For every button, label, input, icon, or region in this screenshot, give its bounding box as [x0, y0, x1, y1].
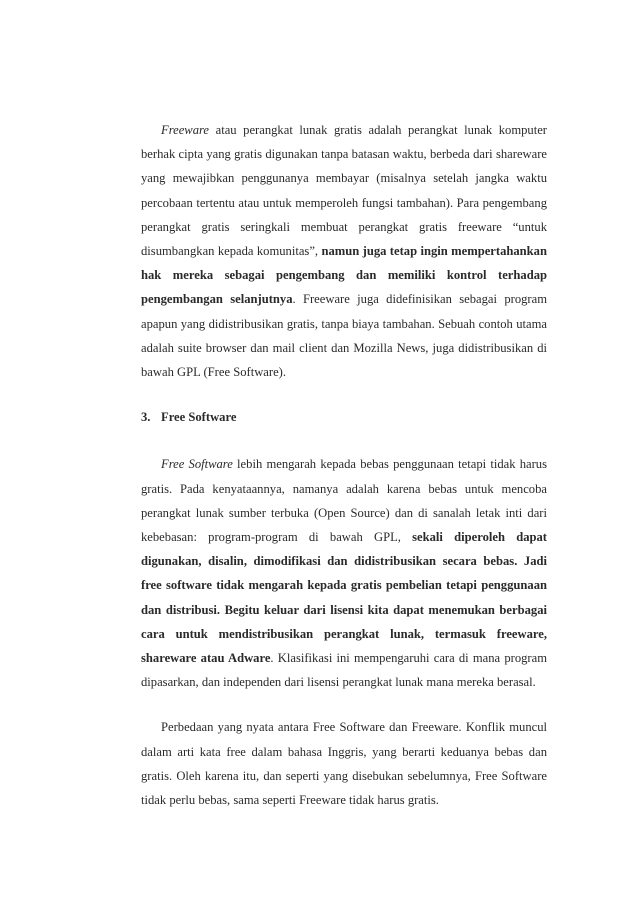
- paragraph-text: . Klasifikasi ini mempengaruhi cara di mana program dipasarkan, dan independen dari lisensi perangkat lunak mana mereka berasal.: [141, 651, 547, 690]
- paragraph-difference: Perbedaan yang nyata antara Free Software dan Freeware. Konflik muncul dalam arti kata free dalam bahasa Inggris, yang berarti keduanya bebas dan gratis. Oleh karena itu, dan seperti yang disebukan sebelumnya, Free Software tidak perlu bebas, sama seperti Freeware tidak harus gratis.: [141, 720, 547, 808]
- spacer: [141, 429, 547, 452]
- spacer: [141, 694, 547, 715]
- page-body: [141, 118, 547, 812]
- term-freeware: Freeware: [161, 123, 210, 137]
- bold-emphasis: namun juga tetap ingin mempertahankan hak mereka sebagai pengembang dan memiliki kontrol terhadap pengembangan selanjutnya: [141, 244, 547, 307]
- paragraph-freeware: [141, 118, 547, 384]
- spacer: [141, 384, 547, 405]
- bold-emphasis: sekali diperoleh dapat digunakan, disalin, dimodifikasi dan didistribusikan secara bebas. Jadi free software tidak mengarah kepada gratis pembelian tetapi penggunaan dan distribusi. Begitu keluar dari lisensi kita dapat menemukan berbagai cara untuk mendistribusikan perangkat lunak, termasuk freeware, shareware atau Adware: [141, 530, 547, 666]
- paragraph-free-software: [141, 452, 547, 694]
- section-title: Free Software: [161, 410, 237, 425]
- paragraph-text: lebih mengarah kepada bebas penggunaan tetapi tidak harus gratis. Pada kenyataannya, namanya adalah karena bebas untuk mencoba perangkat lunak sumber terbuka (Open Source) dan di sanalah letak inti dari kebebasan: program-program di bawah GPL,: [141, 457, 548, 545]
- term-free-software: Free Software: [161, 457, 233, 472]
- paragraph-text: . Freeware juga didefinisikan sebagai program apapun yang didistribusikan gratis, tanpa biaya tambahan. Sebuah contoh utama adalah suite browser dan mail client dan Mozilla News, juga didistribusikan di bawah GPL (Free Software).: [141, 292, 547, 380]
- paragraph-text: atau perangkat lunak gratis adalah perangkat lunak komputer berhak cipta yang gratis digunakan tanpa batasan waktu, berbeda dari shareware yang mewajibkan penggunanya membayar (misalnya setelah jangka waktu percobaan tertentu atau untuk memperoleh fungsi tambahan). Para pengembang perangkat gratis seringkali membuat perangkat gratis freeware “untuk disumbangkan kepada komunitas”,: [141, 123, 547, 259]
- section-heading: [141, 405, 547, 429]
- section-number: 3.: [141, 410, 151, 425]
